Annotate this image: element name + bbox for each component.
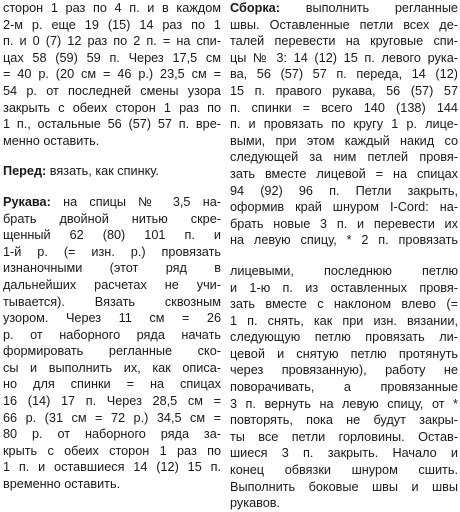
assembly-paragraph	[230, 0, 458, 512]
text-line: формировать регланные ско-	[3, 344, 221, 359]
text-line: 2-м р. еще 19 (15) 14 раз по 1	[3, 17, 221, 32]
right-column	[230, 0, 458, 512]
text-line: цах 58 (59) 59 п. Через 17,5 см	[3, 50, 221, 65]
text-line: ва, 56 (57) 57 п. переда, 14 (12)	[230, 67, 458, 82]
text-line: выми, при этом каждый накид со	[230, 133, 458, 148]
text-line: Выполнить боковые швы и швы	[230, 479, 458, 494]
assembly-heading: Сборка:	[230, 1, 280, 15]
text-line: = 40 р. (20 см = 46 р.) 23,5 см =	[3, 67, 221, 82]
front-paragraph	[3, 163, 221, 180]
text-line: и 1-ю п. из оставленных провя-	[230, 280, 458, 295]
text-line: через провязанную), работу не	[230, 363, 458, 378]
text-line: 66 р. (31 см = 72 р.) 34,5 см =	[3, 410, 221, 425]
text-line: 80 р. от наборного ряда за-	[3, 427, 221, 442]
text-line: временно оставить.	[3, 477, 121, 492]
text-line: узором. Через 11 см = 26	[3, 311, 221, 326]
text-line: закрыть с обеих сторон 1 раз по	[3, 100, 221, 115]
text-line: поворачивать, а провязанные	[230, 380, 458, 395]
text-line: шиеся 3 п. закрыть. Начало и	[230, 446, 458, 461]
text-line: 1-й р. (= изн. р.) провязать	[3, 244, 221, 259]
text-line: лицевыми, последнюю петлю	[230, 263, 458, 278]
left-column	[3, 0, 221, 493]
text-line: но для спинки = на спицах	[3, 377, 221, 392]
text-line: на спицы № 3,5 на-	[50, 194, 221, 209]
text-line: повторять, пока не будут закры-	[230, 413, 458, 428]
text-line: следующую петлю провязать ли-	[230, 330, 458, 345]
text-line: цы № 3: 14 (12) 15 п. левого рука-	[230, 50, 458, 65]
text-line: п. и 0 (7) 12 раз по 2 п. = на спи-	[3, 34, 221, 49]
text-line: оформив край шнуром I-Cord: на-	[230, 200, 458, 215]
text-line: сторон 1 раз по 4 п. и в каждом	[3, 1, 221, 15]
text-line: зать вместе с наклоном влево (=	[230, 297, 458, 312]
text-line: 54 р. от последней смены узора	[3, 83, 221, 98]
text-line: менно оставить.	[3, 133, 100, 148]
text-line: 94 (92) 96 п. Петли закрыть,	[230, 183, 458, 198]
text-line: брать двойной нитью скре-	[3, 211, 221, 226]
text-line: сы и выполнить их, как описа-	[3, 360, 221, 375]
text-line: щенный 62 (80) 101 п. и	[3, 228, 221, 243]
text-line: дальнейших расчетах не учи-	[3, 277, 221, 292]
text-line: цевой и снятую петлю протянуть	[230, 346, 458, 361]
back-continuation-paragraph	[3, 0, 221, 149]
text-line: тывается). Вязать сквозным	[3, 294, 221, 309]
text-line: выполнить регланные	[279, 1, 458, 15]
text-line: крыть с обеих сторон 1 раз по	[3, 443, 221, 458]
text-line: 3 п. вернуть на левую спицу, от *	[230, 396, 458, 411]
text-line: рукавов.	[230, 496, 281, 511]
text-line: на левую спицу, * 2 п. провязать	[230, 233, 458, 248]
text-line: ты все петли горловины. Остав-	[230, 429, 458, 444]
text-line: 1 п. и оставшиеся 14 (12) 15 п.	[3, 460, 221, 475]
front-heading: Перед:	[3, 164, 47, 179]
text-line: п. и провязать по кругу 1 р. лице-	[230, 117, 458, 132]
text-line: следующей за ним петлей провя-	[230, 150, 458, 165]
text-line: 1 п., остальные 56 (57) 57 п. вре-	[3, 117, 221, 132]
text-line: зать вместе лицевой = на спицах	[230, 166, 458, 181]
text-line: 15 п. правого рукава, 56 (57) 57	[230, 83, 458, 98]
sleeves-paragraph	[3, 194, 221, 493]
sleeves-heading: Рукава:	[3, 194, 51, 209]
text-line: швы. Оставленные петли всех де-	[230, 17, 458, 32]
text-line: брать новые 3 п. и перевести их	[230, 216, 458, 231]
text-line: конец обвязки шнуром сшить.	[230, 463, 458, 478]
text-line: р. от наборного ряда начать	[3, 327, 221, 342]
front-text: вязать, как спинку.	[46, 164, 159, 179]
text-line: 1 п. снять, как при изн. вязании,	[230, 313, 458, 328]
text-line: изнаночными (этот ряд в	[3, 261, 221, 276]
text-line: п. спинки = всего 140 (138) 144	[230, 100, 458, 115]
text-line: 16 (14) 17 п. Через 28,5 см =	[3, 394, 221, 409]
text-line: талей перевести на круговые спи-	[230, 34, 458, 49]
